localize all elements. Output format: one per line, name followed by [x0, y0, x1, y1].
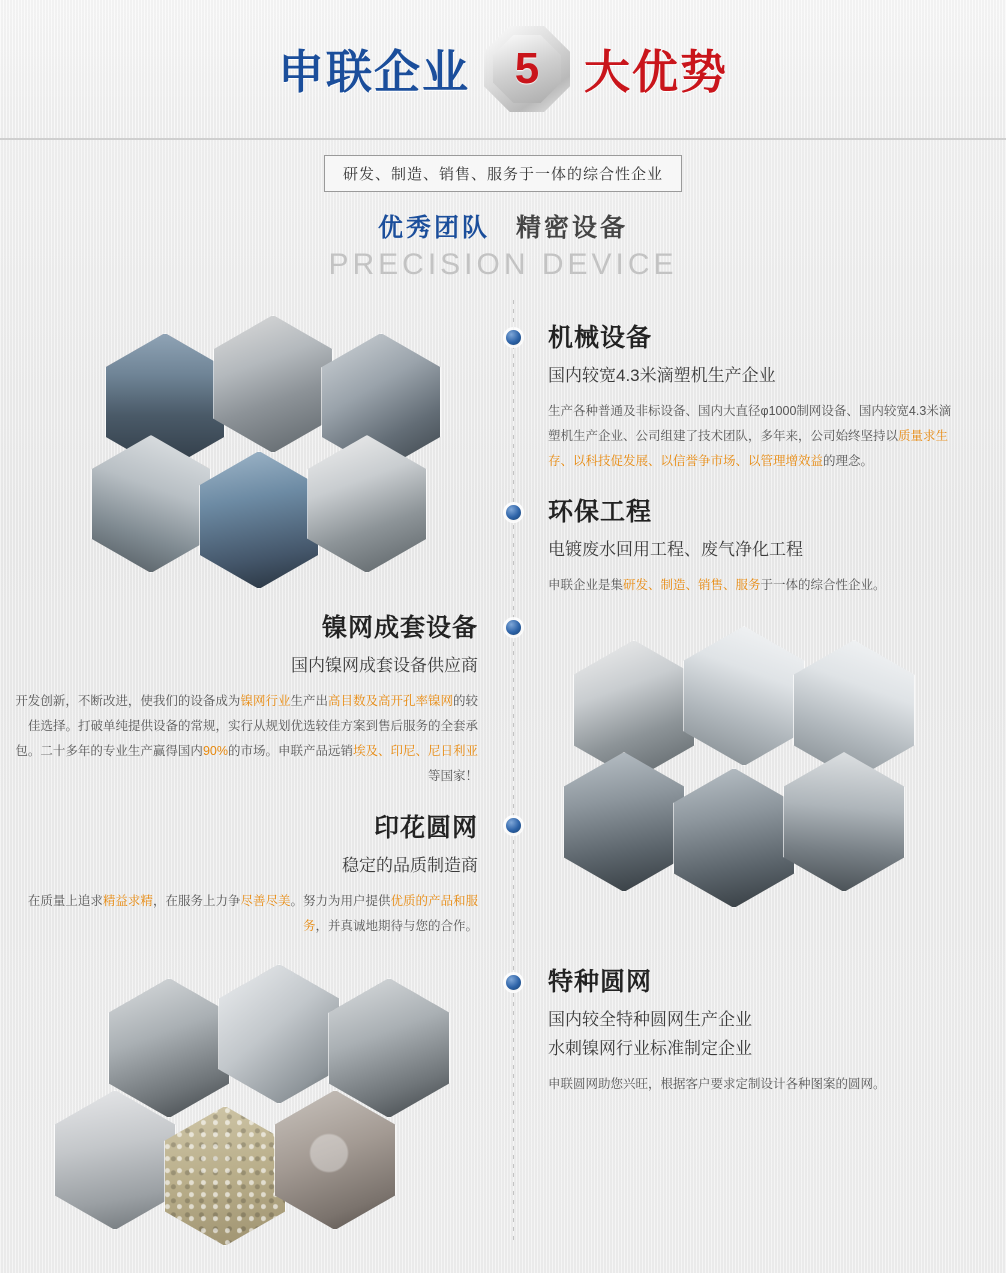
- block-special-subtitle-1: 国内较全特种圆网生产企业: [548, 1010, 752, 1029]
- workshop-photo: [307, 435, 427, 573]
- diamond-mesh-photo: [218, 964, 340, 1104]
- photo-cluster-bottom: [60, 978, 440, 1228]
- block-special-title: 特种圆网: [548, 968, 653, 996]
- block-environmental: [548, 492, 952, 598]
- section-title-en: PRECISION DEVICE: [328, 248, 678, 281]
- advantage-count-badge: [484, 26, 570, 112]
- header-title-left: 申联企业: [278, 46, 470, 98]
- block-environmental-title: 环保工程: [548, 498, 653, 526]
- block-machinery-title: 机械设备: [548, 324, 653, 352]
- timeline-dot-5: [506, 975, 521, 990]
- section-title-cn-gray: 精密设备: [515, 214, 628, 242]
- nickel-sheet-photo: [683, 626, 805, 766]
- block-nickel-screen-body: 开发创新，不断改进，使我们的设备成为镍网行业生产出高目数及高开孔率镍网的较佳选择。打破单纯提供设备的常规，实行从规划优选较佳方案到售后服务的全套承包。二十多年的专业生产赢得国内90%的市场。申联产品远销埃及、印尼、尼日利亚等国家！: [15, 694, 478, 784]
- block-nickel-screen-equipment: [8, 608, 478, 789]
- block-nickel-screen-subtitle: 国内镍网成套设备供应商: [291, 656, 478, 675]
- block-machinery-body: 生产各种普通及非标设备、国内大直径φ1000制网设备、国内较宽4.3米滴塑机生产企业、公司组建了技术团队，多年来，公司始终坚持以质量求生存、以科技促发展、以信誉争市场、以管理增效益的理念。: [548, 404, 952, 469]
- photo-cluster-middle: [565, 640, 945, 890]
- header-title-right: 大优势: [584, 46, 728, 98]
- timeline-dot-1: [506, 330, 521, 345]
- block-printing-title: 印花圆网: [373, 814, 478, 842]
- cnc-machine-photo: [673, 768, 795, 908]
- header-title-group: [278, 26, 728, 112]
- production-line-photo: [199, 451, 319, 589]
- duct-system-photo: [213, 315, 333, 453]
- dot-pattern-photo: [164, 1106, 286, 1246]
- block-machinery: [548, 318, 952, 474]
- timeline-dot-3: [506, 620, 521, 635]
- section-title-cn-blue: 优秀团队: [378, 214, 491, 242]
- timeline-divider: [513, 300, 514, 1240]
- block-printing-subtitle: 稳定的品质制造商: [342, 856, 478, 875]
- photo-cluster-top: [95, 325, 435, 575]
- block-machinery-subtitle: 国内较宽4.3米滴塑机生产企业: [548, 366, 776, 385]
- section-title: [0, 208, 1006, 282]
- lathe-machine-photo: [783, 752, 905, 892]
- block-special-body: 申联圆网助您兴旺，根据客户要求定制设计各种图案的圆网。: [548, 1077, 886, 1092]
- company-tagline-box: 研发、制造、销售、服务于一体的综合性企业: [324, 155, 682, 192]
- page-header: [0, 0, 1006, 140]
- timeline-dot-2: [506, 505, 521, 520]
- coating-tank-photo: [91, 435, 211, 573]
- section-title-cn: [0, 208, 1006, 244]
- block-special-subtitle-2: 水刺镍网行业标准制定企业: [548, 1039, 752, 1059]
- welding-machine-photo: [563, 752, 685, 892]
- badge-number: 5: [514, 44, 540, 93]
- block-printing-body: 在质量上追求精益求精，在服务上力争尽善尽美。努力为用户提供优质的产品和服务，并真诚地期待与您的合作。: [27, 894, 478, 934]
- block-nickel-screen-title: 镍网成套设备: [321, 614, 478, 642]
- block-special-rotary-screen: [548, 962, 952, 1097]
- block-environmental-body: 申联企业是集研发、制造、销售、服务于一体的综合性企业。: [548, 578, 886, 593]
- timeline-dot-4: [506, 818, 521, 833]
- block-environmental-subtitle: 电镀废水回用工程、废气净化工程: [548, 540, 803, 559]
- block-printing-rotary-screen: [8, 808, 478, 939]
